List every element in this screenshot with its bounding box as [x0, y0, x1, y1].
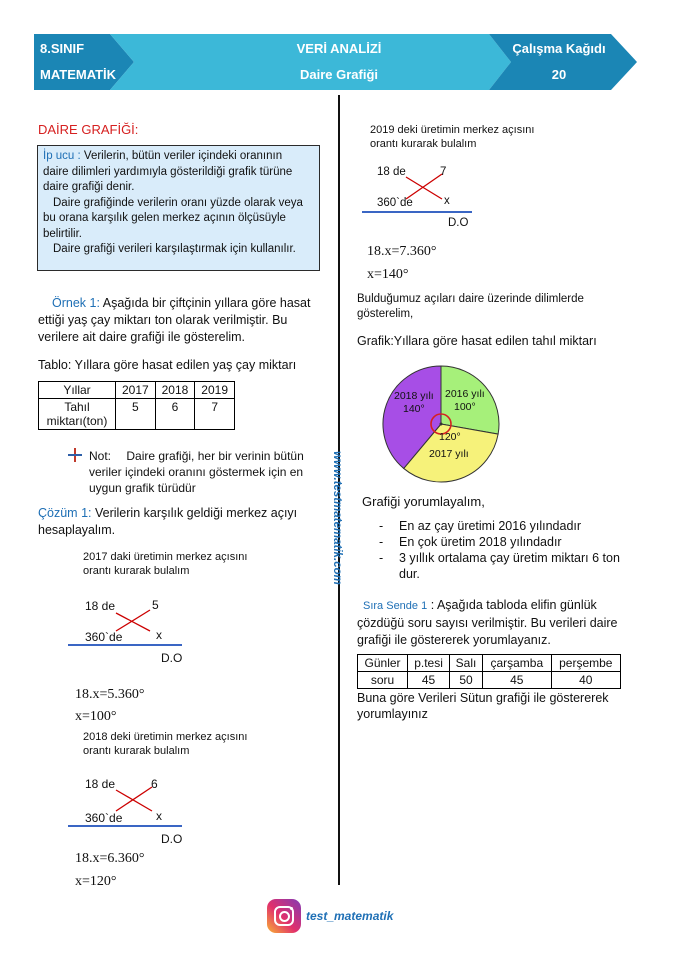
solution-text	[38, 505, 333, 539]
example-text	[38, 295, 328, 346]
topic-title: VERİ ANALİZİ	[296, 41, 382, 56]
turn-after	[357, 690, 647, 722]
found-line: gösterelim,	[357, 308, 414, 320]
slice-label-2016	[445, 388, 485, 414]
tip-line: Verilerin, bütün veriler içindeki oranının	[83, 150, 283, 162]
table-cell: 7	[195, 399, 235, 430]
proportion-2018	[68, 775, 188, 845]
table-header: Yıllar	[39, 382, 116, 399]
table-cell: 45	[483, 672, 552, 689]
prop-right-top: 5	[152, 598, 159, 612]
proportion-2017-caption	[83, 550, 247, 578]
header-banner	[34, 34, 639, 90]
pie-svg	[381, 364, 501, 484]
slice-year: 2016 yılı	[445, 388, 485, 400]
table-header: çarşamba	[483, 655, 552, 672]
solution-line: Verilerin karşılık geldiği merkez açıyı	[94, 506, 298, 520]
turn-text	[357, 597, 647, 649]
harvest-table	[38, 381, 235, 430]
prop-do: D.O	[448, 217, 469, 229]
slice-year-2017: 2017 yılı	[429, 448, 469, 460]
equation-result: x=140°	[367, 267, 409, 282]
equation: 18.x=6.360°	[75, 851, 145, 866]
table-cell: 40	[551, 672, 620, 689]
row-label-line: Tahıl	[64, 400, 90, 414]
table-header: p.tesi	[408, 655, 450, 672]
slice-angle: 140°	[402, 403, 425, 415]
turn-line: grafiği ile göstererek yorumlayanız.	[357, 633, 551, 647]
chart-title: Grafik:Yıllara göre hasat edilen tahıl miktarı	[357, 334, 597, 348]
slice-year: 2018 yılı	[394, 390, 434, 402]
table-header: 2017	[116, 382, 156, 399]
prop-right-top: 7	[440, 166, 447, 178]
caption-line: 2017 daki üretimin merkez açısını	[83, 551, 248, 563]
note-label: Not:	[89, 449, 112, 463]
slice-angle: 100°	[453, 401, 476, 413]
table-header: 2018	[155, 382, 195, 399]
prop-left-bottom: 360`de	[85, 630, 123, 644]
slice-label-2018	[394, 390, 434, 416]
table-cell: 45	[408, 672, 450, 689]
tip-line: Daire grafiği verileri karşılaştırmak için kullanılır.	[53, 243, 296, 255]
note-text	[89, 448, 334, 496]
center-dot	[440, 423, 443, 426]
tip-label: İp ucu :	[43, 150, 81, 162]
example-line: ettiği yaş çay miktarı ton olarak verilmiştir. Bu	[38, 313, 288, 327]
section-title: DAİRE GRAFİĞİ:	[38, 122, 139, 137]
prop-left-top: 18 de	[85, 777, 116, 791]
solution-line: hesaplayalım.	[38, 523, 116, 537]
tip-line: belirtilir.	[43, 227, 82, 240]
turn-after-line: Buna göre Verileri Sütun grafiği ile göstererek	[357, 691, 609, 705]
solution-label: Çözüm 1:	[38, 506, 92, 520]
tip-line: Daire grafiğinde verilerin oranı yüzde olarak veya	[53, 196, 303, 209]
caption-line: orantı kurarak bulalım	[83, 745, 190, 757]
note-line: uygun grafik türüdür	[89, 481, 196, 495]
turn-after-line: yorumlayınız	[357, 707, 428, 721]
instagram-icon[interactable]	[267, 899, 301, 933]
table-title: Tablo: Yıllara göre hasat edilen yaş çay miktarı	[38, 358, 297, 372]
equation: 18.x=7.360°	[367, 244, 437, 259]
table-header: perşembe	[551, 655, 620, 672]
comment-item: - 3 yıllık ortalama çay üretim miktarı 6 ton dur.	[375, 550, 630, 582]
row-label-line: miktarı(ton)	[46, 414, 108, 428]
comments-title: Grafiği yorumlayalım,	[362, 494, 485, 509]
slice-angle-2017: 120°	[439, 431, 461, 443]
equation: 18.x=5.360°	[75, 687, 145, 702]
sheet-number: 20	[551, 67, 567, 82]
prop-right-bottom: x	[156, 809, 162, 823]
prop-do: D.O	[161, 832, 183, 846]
prop-right-bottom: x	[444, 195, 450, 207]
example-label: Örnek 1:	[52, 296, 100, 310]
caption-line: 2018 deki üretimin merkez açısını	[83, 731, 248, 743]
note-line: veriler içindeki oranını göstermek için en	[89, 465, 304, 479]
table-row-label: soru	[358, 672, 408, 689]
tip-box	[37, 145, 320, 271]
turn-line: çözdüğü soru sayısı verilmiştir. Bu verileri daire	[357, 616, 618, 630]
sheet-label: Çalışma Kağıdı	[512, 41, 606, 56]
example-line: verilere ait daire grafiği ile gösterelim.	[38, 330, 246, 344]
proportion-2019-caption	[370, 123, 534, 151]
caption-line: 2019 deki üretimin merkez açısını	[370, 124, 535, 136]
grade-label: 8.SINIF	[40, 41, 85, 56]
prop-right-bottom: x	[156, 628, 162, 642]
footer-handle[interactable]: test_matematik	[306, 909, 394, 923]
tip-line: daire grafiği denir.	[43, 181, 135, 193]
pie-chart	[381, 364, 501, 484]
equation-result: x=100°	[75, 709, 117, 724]
subtopic-title: Daire Grafiği	[299, 67, 379, 82]
tip-line: bu orana karşılık gelen merkez açının ölçüsüyle	[43, 212, 286, 224]
prop-left-bottom: 360`de	[377, 197, 413, 209]
comments-list	[375, 518, 630, 582]
tip-line: daire dilimleri yardımıyla gösterildiği grafik türüne	[43, 165, 293, 178]
turn-label: Sıra Sende 1	[363, 600, 428, 612]
table-header: 2019	[195, 382, 235, 399]
turn-line: : Aşağıda tabloda elifin günlük	[430, 598, 597, 612]
table-cell: 5	[116, 399, 156, 430]
table-header: Salı	[449, 655, 482, 672]
prop-left-top: 18 de	[377, 166, 406, 178]
questions-table	[357, 654, 621, 689]
prop-left-top: 18 de	[85, 599, 116, 613]
pin-icon	[68, 448, 82, 462]
prop-right-top: 6	[151, 777, 158, 791]
subject-label: MATEMATİK	[40, 67, 117, 82]
table-cell: 6	[155, 399, 195, 430]
comment-item: - En az çay üretimi 2016 yılındadır	[375, 518, 630, 534]
found-line: Bulduğumuz açıları daire üzerinde dilimlerde	[357, 293, 584, 305]
table-row-label	[39, 399, 116, 430]
proportion-2017	[68, 595, 188, 665]
table-cell: 50	[449, 672, 482, 689]
equation-result: x=120°	[75, 874, 117, 889]
watermark-text: www.testmatematik.com	[331, 451, 343, 585]
caption-line: orantı kurarak bulalım	[83, 565, 190, 577]
caption-line: orantı kurarak bulalım	[370, 138, 477, 150]
table-header: Günler	[358, 655, 408, 672]
prop-do: D.O	[161, 651, 183, 665]
found-text	[357, 292, 647, 322]
proportion-2019	[362, 162, 482, 232]
comment-item: - En çok üretim 2018 yılındadır	[375, 534, 630, 550]
note-line: Daire grafiği, her bir verinin bütün	[126, 449, 304, 463]
proportion-2018-caption	[83, 730, 247, 758]
example-line: Aşağıda bir çiftçinin yıllara göre hasat	[102, 296, 311, 310]
prop-left-bottom: 360`de	[85, 811, 123, 825]
